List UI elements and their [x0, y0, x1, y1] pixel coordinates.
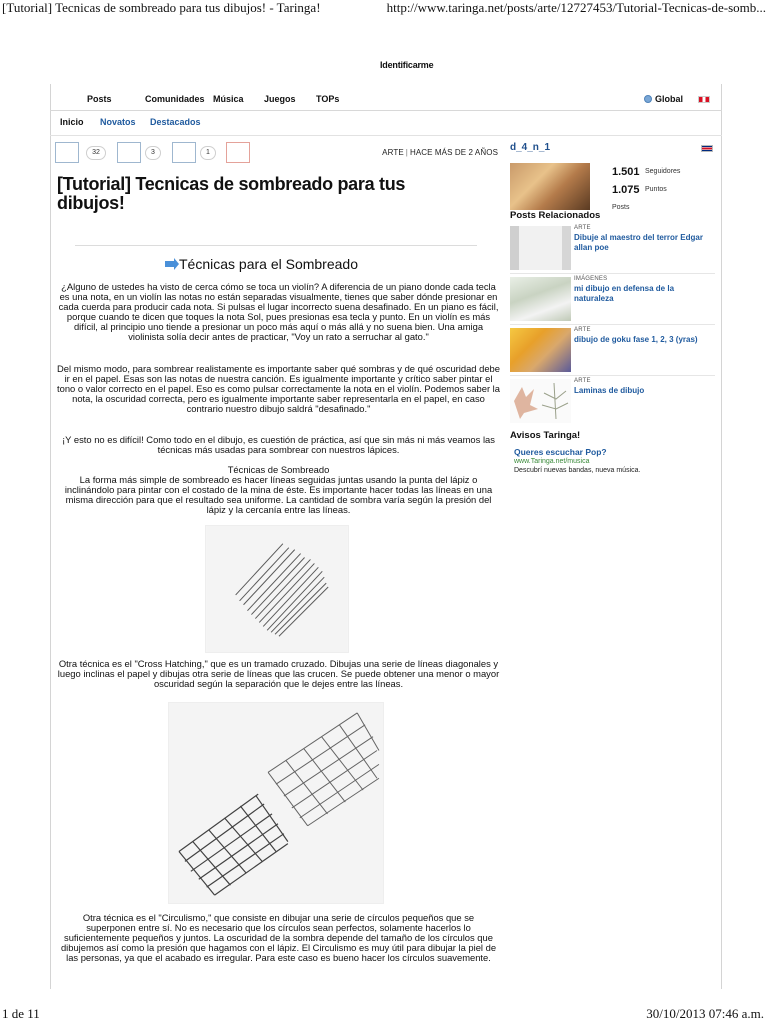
points-count: 1.075: [612, 184, 640, 196]
ad-url[interactable]: www.Taringa.net/musica: [514, 458, 590, 465]
arrow-right-icon: [165, 261, 174, 267]
print-page-url: http://www.taringa.net/posts/arte/12727453/Tutorial-Tecnicas-de-somb...: [386, 0, 766, 15]
page-frame: [50, 84, 722, 989]
cross-hatching-sketch-image: [168, 702, 384, 904]
subnav-destacados[interactable]: Destacados: [150, 117, 201, 127]
related-post-title[interactable]: mi dibujo en defensa de la naturaleza: [574, 284, 675, 303]
print-page-number: 1 de 11: [2, 1006, 40, 1021]
related-post-category: ARTE: [574, 225, 591, 231]
subnav-novatos[interactable]: Novatos: [100, 117, 136, 127]
related-post-thumbnail[interactable]: [510, 226, 571, 270]
print-datetime: 30/10/2013 07:46 a.m.: [646, 1006, 764, 1021]
paragraph-6: Otra técnica es el "Circulismo," que consiste en dibujar una serie de círculos pequeños que se superponen entre sí. No es necesario que los círculos sean perfectos, solamente hacerlos lo suficientemente pequeños y juntos. La oscuridad de la sombra depende del tamaño de los círculos que dibujemos así como la presión que hagamos con el lápiz. El Circulismo es muy útil para dibujar la piel de las personas, ya que el acabado es irregular. Para este caso es bueno hacer los círculos suavemente.: [60, 912, 497, 963]
related-post-category: IMÁGENES: [574, 276, 608, 282]
ad-title[interactable]: Queres escuchar Pop?: [514, 447, 607, 457]
globe-icon: [644, 95, 652, 103]
ad-description: Descubrí nuevas bandas, nueva música.: [514, 467, 641, 474]
main-nav: [50, 84, 722, 111]
post-meta: ARTE | HACE MÁS DE 2 AÑOS: [382, 148, 498, 157]
author-username[interactable]: d_4_n_1: [510, 142, 551, 153]
print-footer: [0, 1006, 768, 1024]
print-page-title: [Tutorial] Tecnicas de sombreado para tus dibujos! - Taringa!: [2, 0, 321, 15]
related-post-category: ARTE: [574, 378, 591, 384]
global-selector[interactable]: [644, 94, 683, 104]
post-age: HACE MÁS DE 2 AÑOS: [409, 148, 498, 157]
paragraph-3: ¡Y esto no es difícil! Como todo en el dibujo, es cuestión de práctica, así que sin más ni más veamos las técnicas más usadas para sombrear con nuestros lápices.: [62, 434, 495, 455]
related-post[interactable]: [510, 224, 715, 274]
share-count-3: 1: [200, 146, 216, 160]
related-post-title[interactable]: Dibuje al maestro del terror Edgar allan poe: [574, 233, 703, 252]
nav-musica[interactable]: Música: [213, 94, 244, 104]
related-post-thumbnail[interactable]: [510, 328, 571, 372]
related-post-thumbnail[interactable]: [510, 379, 571, 423]
share-button-1[interactable]: [55, 142, 79, 163]
related-post[interactable]: [510, 275, 715, 325]
related-post-title[interactable]: dibujo de goku fase 1, 2, 3 (yras): [574, 335, 698, 344]
share-count-1: 32: [86, 146, 106, 160]
subnav-inicio[interactable]: Inicio: [60, 117, 84, 127]
nav-posts[interactable]: Posts: [87, 94, 112, 104]
section-heading: [165, 256, 358, 272]
peru-flag-icon[interactable]: [698, 96, 710, 103]
author-avatar[interactable]: [510, 163, 590, 210]
login-link[interactable]: Identificarme: [380, 60, 434, 70]
related-post[interactable]: [510, 377, 715, 427]
paragraph-4: Técnicas de Sombreado La forma más simple de sombreado es hacer líneas seguidas juntas usando la punta del lápiz o inclinándolo para pintar con el costado de la mina de éste. Es importante hacer todas las líneas en una misma dirección para que el resultado sea uniforme. La cantidad de sombra varía según la presión del lápiz y la cercanía entre las líneas.: [64, 464, 493, 515]
followers-label: Seguidores: [645, 168, 681, 175]
related-post-thumbnail[interactable]: [510, 277, 571, 321]
print-header: [0, 0, 768, 20]
nav-juegos[interactable]: Juegos: [264, 94, 296, 104]
related-post-title[interactable]: Laminas de dibujo: [574, 386, 645, 395]
followers-count: 1.501: [612, 166, 640, 178]
post-title: [Tutorial] Tecnicas de sombreado para tus dibujos!: [57, 174, 406, 213]
section-heading-text: Técnicas para el Sombreado: [179, 256, 358, 272]
related-post-category: ARTE: [574, 327, 591, 333]
paragraph-2: Del mismo modo, para sombrear realistamente es importante saber qué sombras y de qué oscuridad debe ir en el papel. Esas son las notas de nuestra canción. Es igualmente importante y crítico saber pintar el tono o valor correcto en el papel. Eso es como pulsar correctamente la nota en el violín. Podemos saber la nota, la oscuridad correcta, pero es igualmente importante saber representarla en el papel, en caso contrario nuestro dibujo saldrá "desafinado.": [57, 363, 500, 414]
share-button-3[interactable]: [172, 142, 196, 163]
ads-heading: Avisos Taringa!: [510, 430, 581, 441]
hatching-sketch-image: [205, 525, 349, 653]
share-button-4[interactable]: [226, 142, 250, 163]
share-bar: [55, 142, 255, 164]
divider: [75, 245, 477, 246]
nav-comunidades[interactable]: Comunidades: [145, 94, 205, 104]
related-post[interactable]: [510, 326, 715, 376]
nav-tops[interactable]: TOPs: [316, 94, 340, 104]
paragraph-5: Otra técnica es el "Cross Hatching," que es un tramado cruzado. Dibujas una serie de líneas diagonales y luego inclinas el papel y dibujas otra serie de líneas que las crucen. Se puede obtener una menor o mayor oscuridad según la separación que le dejes entre las líneas.: [57, 658, 500, 689]
paragraph-1: ¿Alguno de ustedes ha visto de cerca cómo se toca un violín? A diferencia de un piano donde cada tecla es una nota, en un violín las notas no están separadas visualmente, tienes que saber dónde presionar en cada cuerda para producir cada nota. Si pulsas el lugar incorrecto suena desafinado. En un piano es fácil, porque cuando te dicen que toques la nota Sol, pues presionas esa tecla y punto. En un violín es más difícil, al principio uno tiende a presionar un poco más aquí o más allá y no suena bien. Una amiga violinista solía decir antes de practicar, "Voy un rato a serruchar al gato.": [58, 281, 499, 342]
points-label: Puntos: [645, 186, 667, 193]
global-label: Global: [655, 94, 684, 104]
posts-label: Posts: [612, 204, 630, 210]
sub-nav: [50, 111, 722, 136]
post-category[interactable]: ARTE: [382, 148, 404, 157]
costa-rica-flag-icon: [701, 145, 713, 152]
related-posts-heading: Posts Relacionados: [510, 210, 606, 221]
share-button-2[interactable]: [117, 142, 141, 163]
share-count-2: 3: [145, 146, 161, 160]
